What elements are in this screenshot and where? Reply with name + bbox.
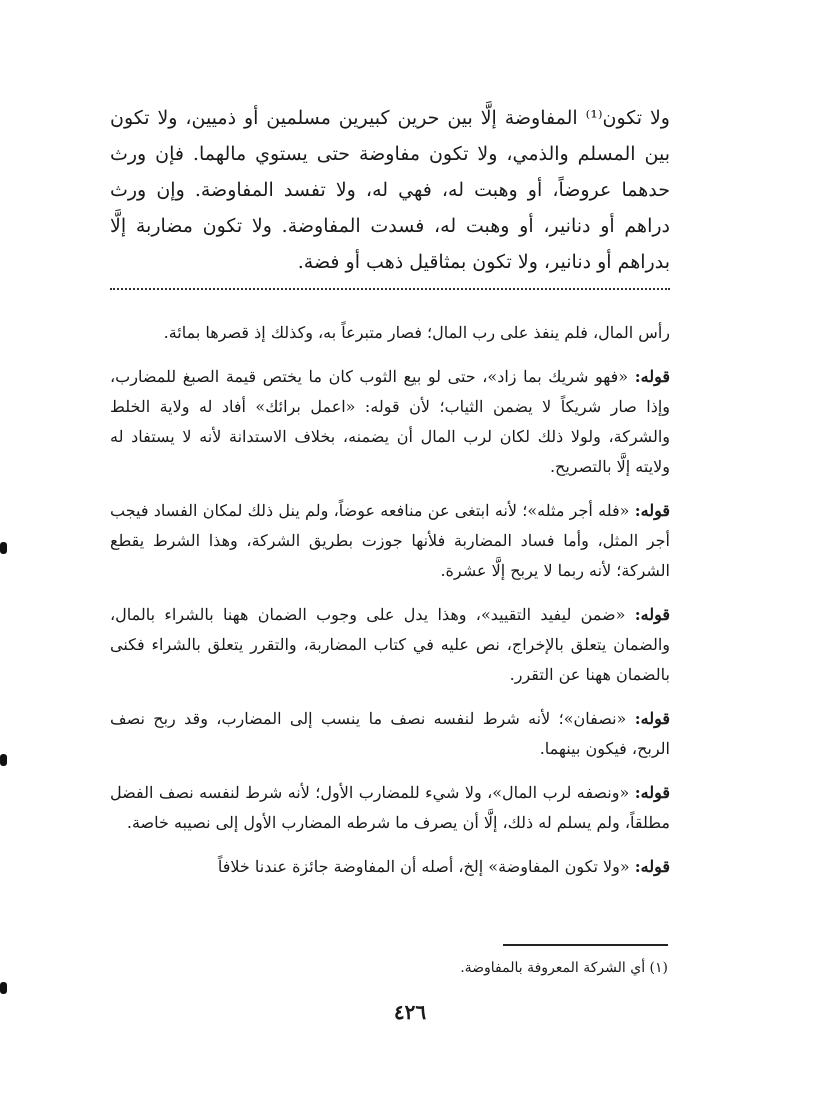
commentary-body: «ضمن ليفيد التقييد»، وهذا يدل على وجوب الضمان ههنا بالشراء بالمال، والضمان يتعلق بالإخراج، نص عليه في كتاب المضاربة، والتقرر يتعلق بالشراء فكنى بالضمان ههنا عن التقرر. [110,605,670,684]
commentary-paragraph [110,362,670,482]
commentary-paragraph [110,600,670,690]
commentary-body: «فهو شريك بما زاد»، حتى لو بيع الثوب كان ما يختص قيمة الصبغ للمضارب، وإذا صار شريكاً لا يضمن الثياب؛ لأن قوله: «اعمل برائك» أفاد له ولاية الخلط والشركة، ولولا ذلك لكان لرب المال أن يضمنه، بخلاف الاستدانة لأنه لا يستفاد له ولايته إلَّا بالتصريح. [110,367,670,476]
commentary-paragraph [110,852,670,882]
scan-edge-mark [0,754,7,766]
main-text [110,100,670,280]
footnote-rule [503,944,668,946]
commentary-body: «نصفان»؛ لأنه شرط لنفسه نصف ما ينسب إلى المضارب، وقد ربح نصف الربح، فيكون بينهما. [110,709,670,758]
commentary-paragraph [110,704,670,764]
commentary-paragraph [110,496,670,586]
commentary [110,318,670,896]
commentary-keyword: قوله: [634,709,670,728]
scan-edge-mark [0,542,7,554]
main-paragraph: ولا تكون⁽¹⁾ المفاوضة إلَّا بين حرين كبيرين مسلمين أو ذميين، ولا تكون بين المسلم والذمي، ولا تكون مفاوضة حتى يستوي مالهما. فإن ورث حدهما عروضاً، أو وهبت له، فهي له، ولا تفسد المفاوضة. وإن ورث دراهم أو دنانير، أو وهبت له، فسدت المفاوضة. ولا تكون مضاربة إلَّا بدراهم أو دنانير، ولا تكون بمثاقيل ذهب أو فضة. [110,107,670,273]
commentary-intro: رأس المال، فلم ينفذ على رب المال؛ فصار متبرعاً به، وكذلك إذ قصرها بمائة. [163,323,670,342]
commentary-keyword: قوله: [634,501,670,520]
commentary-body: «فله أجر مثله»؛ لأنه ابتغى عن منافعه عوضاً، ولم ينل ذلك لمكان الفساد فيجب أجر المثل، وأما فساد المضاربة فلأنها جوزت بطريق الشركة، وهذا الشرط يقطع الشركة؛ لأنه ربما لا يربح إلَّا عشرة. [110,501,670,580]
commentary-keyword: قوله: [634,783,670,802]
commentary-keyword: قوله: [634,857,670,876]
footnote: (١) أي الشركة المعروفة بالمفاوضة. [460,960,668,976]
commentary-body: «ونصفه لرب المال»، ولا شيء للمضارب الأول؛ لأنه شرط لنفسه نصف الفضل مطلقاً، ولم يسلم له ذلك، إلَّا أن يصرف ما شرطه المضارب الأول إلى نصيبه خاصة. [110,783,670,832]
page-number: ٤٢٦ [393,1000,427,1024]
scan-edge-mark [0,982,7,994]
commentary-body: «ولا تكون المفاوضة» إلخ، أصله أن المفاوضة جائزة عندنا خلافاً [217,857,630,876]
dotted-separator [110,288,670,290]
commentary-keyword: قوله: [634,367,670,386]
commentary-keyword: قوله: [634,605,670,624]
commentary-paragraph [110,778,670,838]
